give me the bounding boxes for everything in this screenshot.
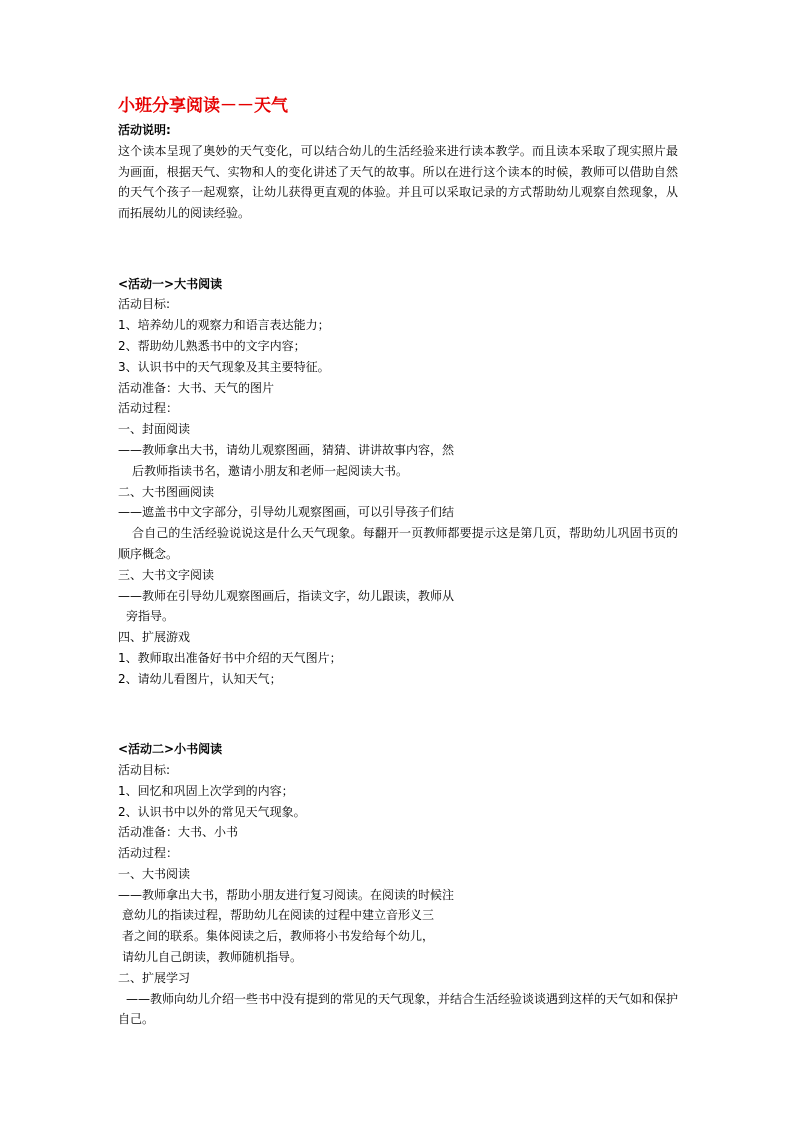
activity1-step2-text: 合自己的生活经验说说这是什么天气现象。每翻开一页教师都要提示这是第几页，帮助幼儿巩固书页的顺序概念。 [118, 526, 678, 561]
activity1-goal: 3、认识书中的天气现象及其主要特征。 [118, 359, 330, 374]
document-page [118, 92, 678, 1030]
activity2-step1-text: 者之间的联系。集体阅读之后，教师将小书发给每个幼儿， [122, 929, 435, 944]
activity2-step2-title: 二、扩展学习 [118, 970, 191, 985]
spacer [118, 731, 678, 739]
activity1-step4-item: 1、教师取出准备好书中介绍的天气图片； [118, 650, 342, 665]
activity2-prep: 活动准备：大书、小书 [118, 825, 239, 840]
activity1-step4-title: 四、扩展游戏 [118, 630, 191, 645]
activity2-step1-title: 一、大书阅读 [118, 866, 191, 881]
activity1-step4-item: 2、请幼儿看图片，认知天气； [118, 671, 282, 686]
activity1-step2-title: 二、大书图画阅读 [118, 484, 215, 499]
activity1-step3-title: 三、大书文字阅读 [118, 567, 215, 582]
activity1-goal: 2、帮助幼儿熟悉书中的文字内容； [118, 338, 306, 353]
activity2-goal-label: 活动目标: [118, 762, 171, 777]
activity1-step2-text: ——遮盖书中文字部分，引导幼儿观察图画，可以引导孩子们结 [118, 505, 455, 520]
intro-paragraph: 这个读本呈现了奥妙的天气变化，可以结合幼儿的生活经验来进行读本教学。而且读本采取了现实照片最为画面，根据天气、实物和人的变化讲述了天气的故事。所以在进行这个读本的时候，教师可以借助自然的天气个孩子一起观察，让幼儿获得更直观的体验。并且可以采取记录的方式帮助幼儿观察自然现象，从而拓展幼儿的阅读经验。 [118, 143, 678, 221]
activity1-goal: 1、培养幼儿的观察力和语言表达能力； [118, 318, 330, 333]
activity2-step1-text: 请幼儿自己朗读，教师随机指导。 [122, 950, 303, 965]
activity1-step1-text: 后教师指读书名，邀请小朋友和老师一起阅读大书。 [132, 463, 409, 478]
activity1-step3-text: ——教师在引导幼儿观察图画后，指读文字，幼儿跟读，教师从 [118, 588, 455, 603]
activity2-goal: 1、回忆和巩固上次学到的内容； [118, 783, 294, 798]
activity2-process-label: 活动过程： [118, 846, 179, 861]
spacer [118, 690, 678, 732]
document-title: 小班分享阅读－－天气 [118, 96, 288, 116]
activity1-heading: <活动一>大书阅读 [118, 276, 223, 291]
activity2-step2-text: ——教师向幼儿介绍一些书中没有提到的常见的天气现象，并结合生活经验谈谈遇到这样的天气如和保护自己。 [118, 991, 679, 1027]
spacer [118, 224, 678, 266]
activity1-step1-text: ——教师拿出大书，请幼儿观察图画，猜猜、讲讲故事内容，然 [118, 442, 455, 457]
activity1-process-label: 活动过程： [118, 401, 179, 416]
activity1-step1-title: 一、封面阅读 [118, 422, 191, 437]
spacer [118, 266, 678, 274]
activity2-goal: 2、认识书中以外的常见天气现象。 [118, 804, 306, 819]
activity1-prep: 活动准备：大书、天气的图片 [118, 380, 275, 395]
activity1-step3-text: 旁指导。 [126, 609, 175, 624]
activity2-step1-text: 意幼儿的指读过程，帮助幼儿在阅读的过程中建立音形义三 [122, 908, 435, 923]
activity1-goal-label: 活动目标: [118, 297, 171, 312]
activity2-step1-text: ——教师拿出大书，帮助小朋友进行复习阅读。在阅读的时候注 [118, 887, 455, 902]
activity2-heading: <活动二>小书阅读 [118, 742, 223, 757]
intro-heading: 活动说明: [118, 123, 171, 137]
